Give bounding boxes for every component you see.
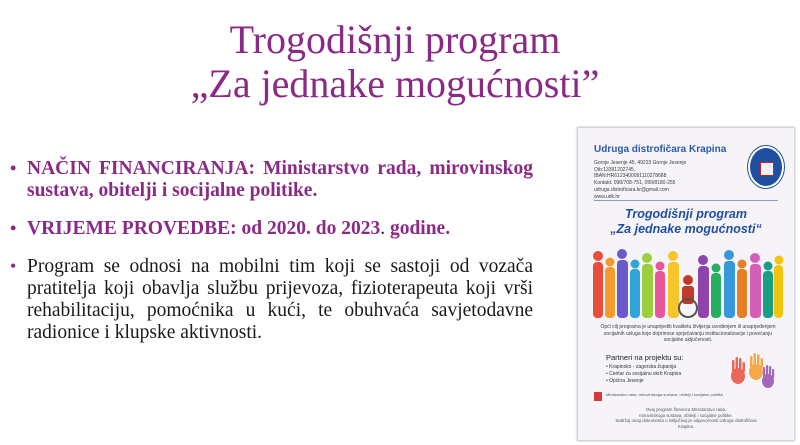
bullet-program-text: Program se odnosi na mobilni tim koji se sastoji od vozača pratitelja koji obavlja službu prijevoza, fizioterapeuta koji vrši rehabilitaciju, pomoćnika u kući, te obuhvaća savjetodavne radionice i klupske aktivnosti. — [27, 256, 533, 343]
bullet-dot-icon: • — [10, 158, 17, 178]
poster-title-line2: „Za jednake mogućnosti“ — [610, 222, 762, 236]
poster-description: Opći cilj programa je unaprijediti kvalitetu življenja uvođenjem ili unaprjeđenjem socijalnih usluga koje doprinose sprječavanju institucionalizacije i povećanju socijalne uključenosti. — [600, 324, 776, 344]
association-logo-icon — [748, 146, 784, 188]
poster-footer-line: Ovaj program financira Ministarstvo rada, — [645, 407, 727, 412]
poster-partners-title: Partneri na projektu su: — [606, 353, 684, 362]
bullet-financing-text: NAČIN FINANCIRANJA: Ministarstvo rada, mirovinskog sustava, obitelji i socijalne politike. — [27, 158, 533, 201]
poster-org-name: Udruga distrofičara Krapina — [594, 144, 727, 155]
bullet-period-end: godine. — [389, 218, 451, 239]
poster-footer-line: Sadržaj ovog dokumenta u isključivoj je odgovornosti Udruge distrofičara Krapina. — [615, 418, 757, 429]
poster-partner-item: • Općina Jesenje — [606, 378, 644, 384]
bullet-period-dot: . — [380, 218, 390, 239]
poster-title — [578, 207, 794, 237]
handprints-icon — [726, 350, 776, 390]
program-poster — [577, 127, 795, 441]
bullet-period — [8, 218, 533, 240]
poster-contact-line: Oib:13391202745, — [594, 166, 636, 173]
poster-footer — [608, 407, 764, 429]
people-crowd-illustration — [590, 246, 784, 322]
croatian-coat-of-arms-icon — [594, 392, 602, 401]
bullet-financing — [8, 158, 533, 202]
people-silhouettes-icon — [593, 249, 784, 318]
bullet-period-text: VRIJEME PROVEDBE: od 2020. do 2023 — [27, 218, 381, 239]
poster-contact-line: Kontakt: 098/708-751, 099/8180-255 — [594, 180, 676, 187]
poster-partner-item: • Krapinsko - zagorska županija — [606, 364, 677, 370]
poster-partners-list — [606, 364, 681, 385]
slide-title-line1: Trogodišnji program — [229, 17, 561, 62]
poster-contact — [594, 160, 744, 200]
bullet-program — [8, 256, 533, 344]
poster-divider — [594, 200, 778, 201]
poster-sponsor: Ministarstvo rada, mirovinskoga sustava, obitelji i socijalne politike — [606, 392, 723, 397]
poster-footer-line: mirovinskoga sustava, obitelji i socijalne politike. — [639, 412, 733, 418]
poster-contact-line: IBAN:HR6123400091110278688 — [594, 173, 667, 180]
bullet-dot-icon: • — [10, 218, 17, 238]
bullet-dot-icon: • — [10, 256, 17, 276]
poster-contact-line: www.udk.hr — [594, 193, 620, 200]
poster-contact-line: Gornje Jesenje 45, 49233 Gornje Jesenje — [594, 160, 687, 166]
poster-partner-item: • Centar za socijalnu skrb Krapina — [606, 371, 682, 377]
slide-title-line2: „Za jednake mogućnosti” — [190, 61, 600, 106]
slide-title — [0, 18, 790, 106]
bullet-list — [8, 158, 533, 360]
poster-contact-line: udruga.distroficara.kr@gmail.com — [594, 186, 669, 193]
poster-title-line1: Trogodišnji program — [625, 207, 747, 221]
